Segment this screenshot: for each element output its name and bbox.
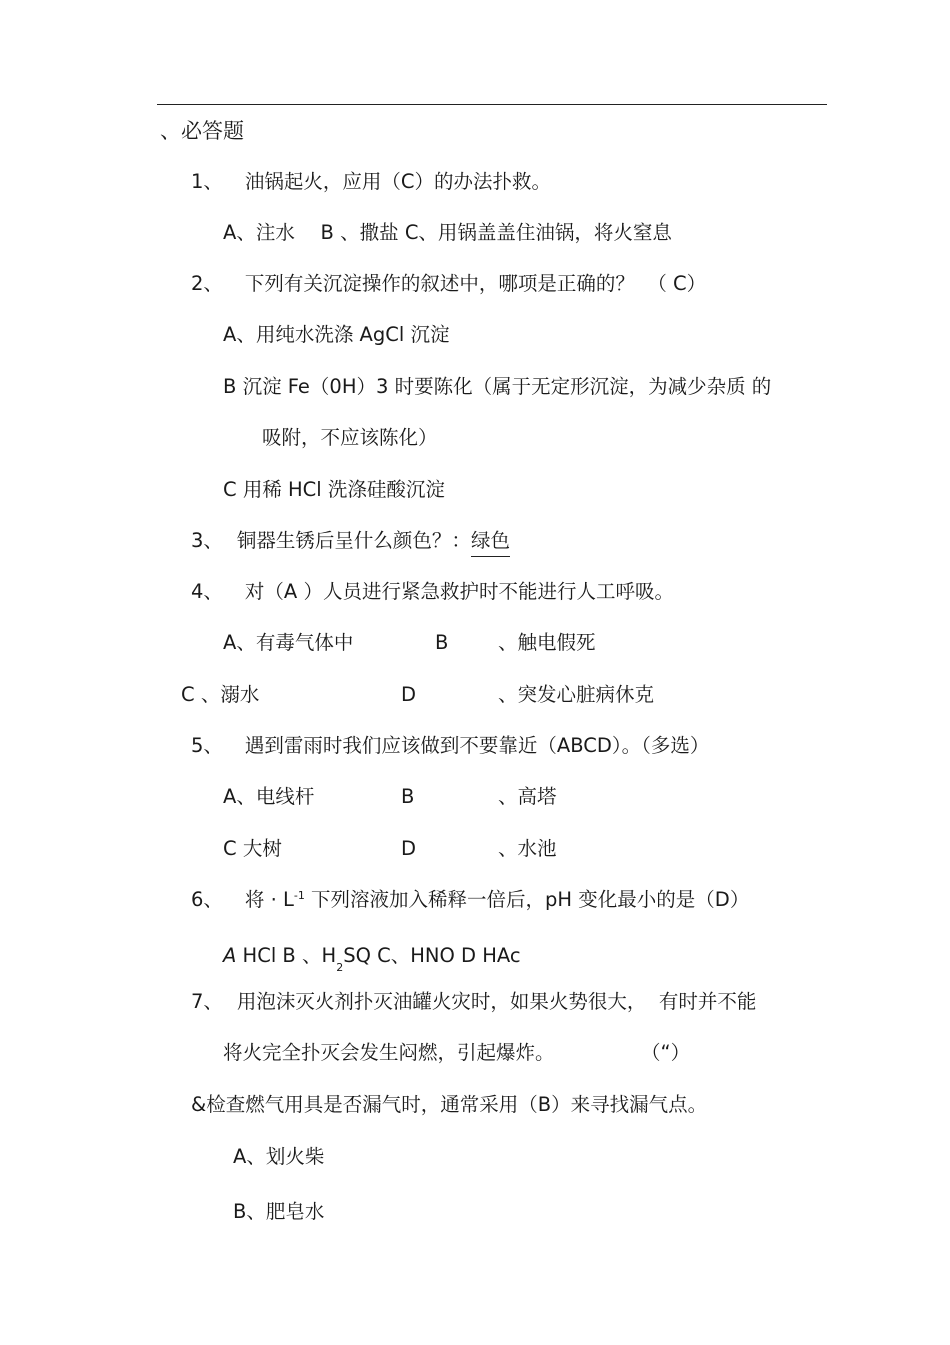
question-5-option-d: 、水池 — [498, 837, 557, 860]
question-1-options: A、注水 B 、撒盐 C、用锅盖盖住油锅，将火窒息 — [223, 221, 672, 244]
question-number: 6、 — [191, 888, 223, 911]
question-2 — [191, 272, 706, 296]
question-5-option-b-letter: B — [401, 785, 415, 808]
question-3 — [191, 529, 510, 553]
question-number: 7、 — [191, 990, 223, 1013]
superscript: -1 — [293, 889, 305, 902]
question-4-option-d-letter: D — [401, 683, 417, 706]
question-2-option-a: A、用纯水洗涤 AgCl 沉淀 — [223, 323, 450, 346]
question-text: 油锅起火，应用（C）的办法扑救。 — [244, 170, 552, 193]
question-6 — [191, 888, 749, 915]
question-4-option-b-letter: B — [435, 631, 449, 654]
question-number: 5、 — [191, 734, 223, 757]
question-5-option-c: C 大树 — [223, 837, 282, 860]
question-text: 将 · L — [244, 888, 294, 911]
question-4 — [191, 580, 674, 604]
header-rule — [157, 104, 827, 105]
question-4-option-d: 、突发心脏病休克 — [498, 683, 655, 706]
question-text: 遇到雷雨时我们应该做到不要靠近（ABCD）。（多选） — [244, 734, 710, 757]
question-5-option-b: 、高塔 — [498, 785, 557, 808]
answer-mark: （“） — [641, 1041, 691, 1064]
question-text: 对（A ）人员进行紧急救护时不能进行人工呼吸。 — [244, 580, 674, 603]
options-text-cont: SQ C、HNO D HAc — [343, 944, 521, 967]
question-number: 4、 — [191, 580, 223, 603]
question-text: 铜器生锈后呈什么颜色？： — [236, 529, 471, 552]
question-2-option-c: C 用稀 HCl 洗涤硅酸沉淀 — [223, 478, 445, 501]
question-number: 3、 — [191, 529, 223, 552]
question-6-options — [223, 944, 521, 974]
question-4-option-b: 、触电假死 — [498, 631, 596, 654]
question-text: 用泡沫灭火剂扑灭油罐火灾时，如果火势很大， 有时并不能 — [236, 990, 757, 1013]
option-letter-italic: A — [223, 944, 237, 967]
question-7 — [191, 990, 756, 1014]
question-2-option-b-cont: 吸附，不应该陈化） — [262, 426, 438, 449]
question-5-option-d-letter: D — [401, 837, 417, 860]
question-8: &检查燃气用具是否漏气时，通常采用（B）来寻找漏气点。 — [191, 1093, 708, 1116]
question-7-cont: 将火完全扑灭会发生闷燃，引起爆炸。 — [223, 1041, 555, 1064]
question-number: 2、 — [191, 272, 223, 295]
question-5 — [191, 734, 709, 758]
options-text: HCl B 、H — [236, 944, 337, 967]
question-text: 下列有关沉淀操作的叙述中，哪项是正确的？ （ C） — [244, 272, 707, 295]
question-1 — [191, 170, 551, 194]
question-4-option-a: A、有毒气体中 — [223, 631, 354, 654]
question-8-option-b: B、肥皂水 — [233, 1200, 325, 1223]
question-4-option-c: C 、溺水 — [181, 683, 260, 706]
section-title: 、必答题 — [160, 119, 244, 143]
question-5-option-a: A、电线杆 — [223, 785, 315, 808]
subscript: 2 — [336, 961, 344, 974]
question-2-option-b: B 沉淀 Fe（0H）3 时要陈化（属于无定形沉淀，为减少杂质 的 — [223, 375, 772, 398]
question-number: 1、 — [191, 170, 223, 193]
question-8-option-a: A、划火柴 — [233, 1145, 325, 1168]
answer-underlined: 绿色 — [471, 529, 510, 557]
question-text-cont: 下列溶液加入稀释一倍后，pH 变化最小的是（D） — [304, 888, 750, 911]
